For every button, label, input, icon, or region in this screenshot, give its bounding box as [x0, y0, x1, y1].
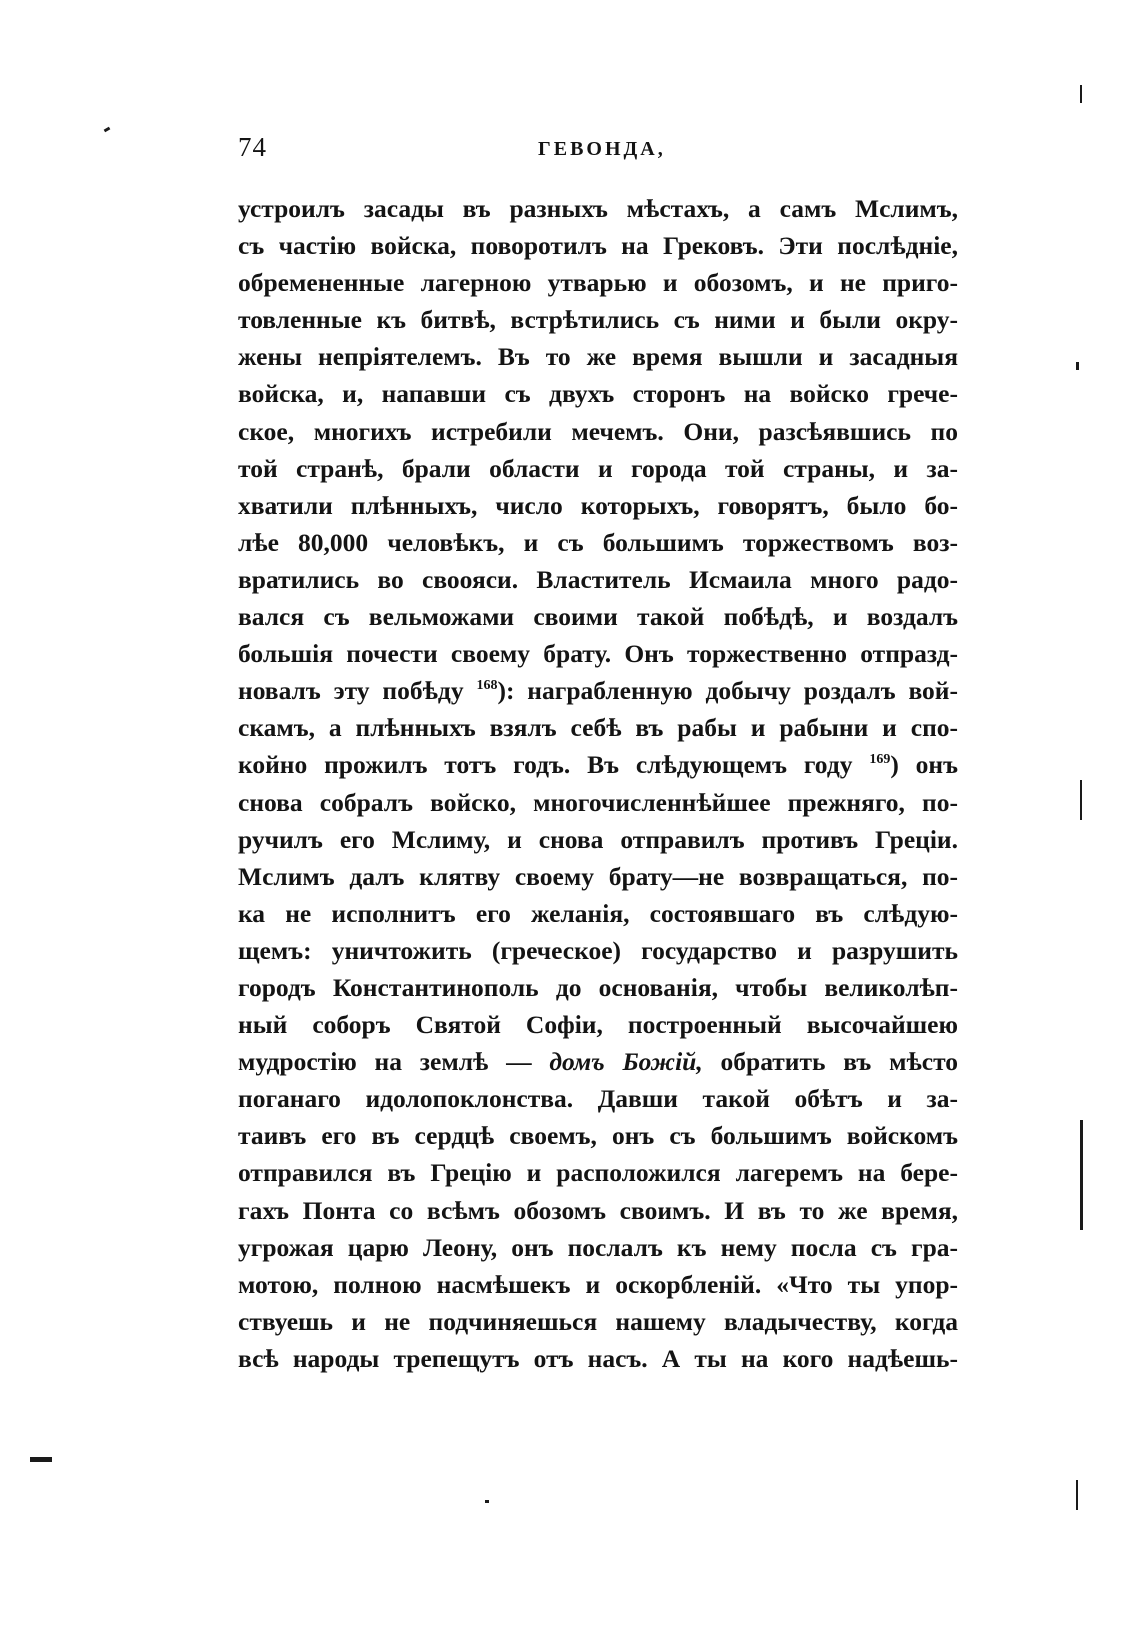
text-line: всѣ народы трепещутъ отъ насъ. А ты на кого надѣешь- — [238, 1343, 958, 1373]
scan-speck — [1080, 85, 1082, 103]
text-line: ствуешь и не подчиняешься нашему владычеству, когда — [238, 1306, 958, 1336]
text-line: отправился въ Грецію и расположился лагеремъ на бере- — [238, 1158, 958, 1188]
text-line: товленные къ битвѣ, встрѣтились съ ними и были окру- — [238, 305, 958, 335]
scan-speck — [1076, 362, 1079, 370]
body-text — [238, 190, 958, 1377]
scan-speck — [30, 1457, 52, 1462]
text-line: поганаго идолопоклонства. Давши такой обѣтъ и за- — [238, 1084, 958, 1114]
text-line: ка не исполнитъ его желанія, состоявшаго въ слѣдую- — [238, 898, 958, 928]
text-line: мотою, полною насмѣшекъ и оскорбленій. «Что ты упор- — [238, 1269, 958, 1299]
scan-edge — [1076, 1480, 1078, 1510]
text-line: щемъ: уничтожить (греческое) государство и разрушить — [238, 935, 958, 965]
scan-speck — [485, 1500, 489, 1503]
text-line-with-footnote — [238, 746, 958, 783]
text-line-with-italic — [238, 1043, 958, 1080]
footnote-ref-169: 169 — [869, 752, 891, 768]
text-line: таивъ его въ сердцѣ своемъ, онъ съ большимъ войскомъ — [238, 1121, 958, 1151]
text-line: гахъ Понта со всѣмъ обозомъ своимъ. И въ то же время, — [238, 1195, 958, 1225]
text-line-with-footnote — [238, 672, 958, 709]
italic-phrase: домъ Божій, — [549, 1047, 703, 1077]
scan-speck — [104, 127, 111, 133]
scan-edge — [1080, 780, 1082, 820]
page-header — [238, 132, 958, 168]
text-line: хватили плѣнныхъ, число которыхъ, говорятъ, было бо- — [238, 490, 958, 520]
text-line: ручилъ его Мслиму, и снова отправилъ противъ Греціи. — [238, 824, 958, 854]
text-line: Мслимъ далъ клятву своему брату—не возвращаться, по- — [238, 861, 958, 891]
page-number: 74 — [238, 132, 267, 162]
text-line: большія почести своему брату. Онъ торжественно отпразд- — [238, 639, 958, 669]
text-line: устроилъ засады въ разныхъ мѣстахъ, а самъ Мслимъ, — [238, 194, 958, 223]
text-line: городъ Константинополь до основанія, чтобы великолѣп- — [238, 972, 958, 1002]
text-segment: ): награбленную добычу роздалъ вой- — [497, 676, 958, 706]
text-line: войска, и, напавши съ двухъ сторонъ на войско грече- — [238, 379, 958, 409]
text-line: вался съ вельможами своими такой побѣдѣ, и воздалъ — [238, 602, 958, 632]
text-line: обремененные лагерною утварью и обозомъ, и не приго- — [238, 268, 958, 298]
text-line: скамъ, а плѣнныхъ взялъ себѣ въ рабы и рабыни и спо- — [238, 713, 958, 743]
text-segment: ) онъ — [890, 750, 958, 780]
text-line: снова собралъ войско, многочисленнѣйшее прежняго, по- — [238, 787, 958, 817]
text-line: вратились во своояси. Властитель Исмаила много радо- — [238, 564, 958, 594]
text-line: той странѣ, брали области и города той страны, и за- — [238, 453, 958, 483]
text-line: ный соборъ Святой Софіи, построенный высочайшею — [238, 1010, 958, 1040]
text-line: угрожая царю Леону, онъ послалъ къ нему посла съ гра- — [238, 1232, 958, 1262]
text-line: ское, многихъ истребили мечемъ. Они, разсѣявшись по — [238, 416, 958, 446]
text-line: лѣе 80,000 человѣкъ, и съ большимъ торжествомъ воз- — [238, 527, 958, 557]
text-segment: койно прожилъ тотъ годъ. Въ слѣдующемъ году — [238, 750, 853, 780]
footnote-ref-168: 168 — [476, 678, 498, 694]
text-line: съ частію войска, поворотилъ на Грековъ. Эти послѣдніе, — [238, 231, 958, 261]
text-segment: мудростію на землѣ — — [238, 1047, 550, 1077]
running-head: ГЕВОНДА, — [538, 138, 666, 160]
scan-edge — [1080, 1120, 1083, 1230]
text-segment: обратить въ мѣсто — [702, 1047, 959, 1077]
text-line: жены непріятелемъ. Въ то же время вышли и засадныя — [238, 342, 958, 372]
text-segment: новалъ эту побѣду — [238, 676, 464, 706]
